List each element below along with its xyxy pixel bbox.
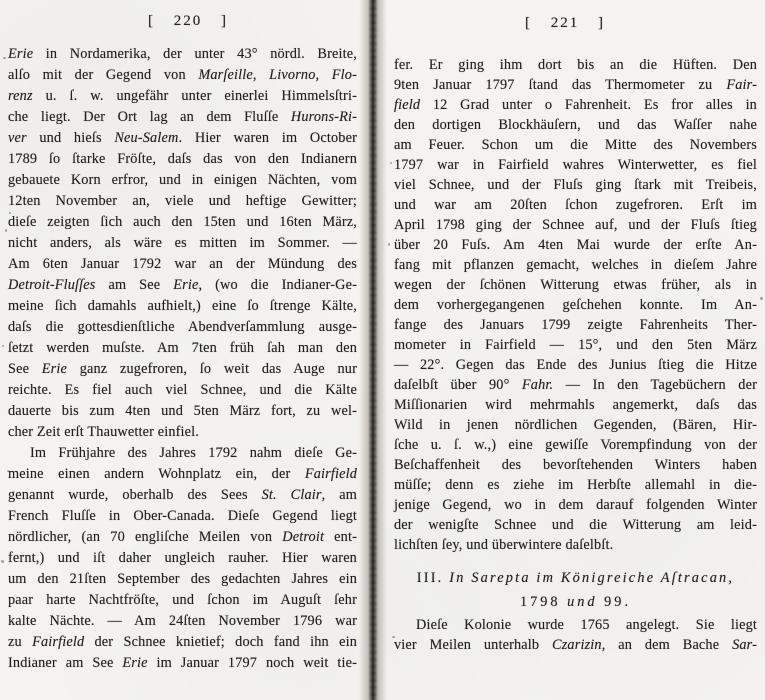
text-line: Indianer am See Erie im Januar 1797 noch weit tie- (8, 655, 357, 671)
text-line: — 22°. Gegen das Ende des Junius ſtieg die Hitze (394, 357, 757, 373)
text-line: Beſchaffenheit des bevorſtehenden Winters haben (394, 457, 757, 473)
text-line: über 20 Fuſs. Am 4ten Mai wurde der erſte An- (394, 237, 757, 253)
text-line: Detroit-Fluſſes am See Erie, (wo die Indianer-Ge- (8, 277, 357, 293)
text-line: reichte. Es fiel auch viel Schnee, und die Kälte (8, 382, 357, 398)
scan-speck (390, 162, 392, 164)
text-line: genannt wurde, oberhalb des Sees St. Clair, am (8, 487, 357, 503)
text-line: gebauete Korn erfror, und in einigen Nächten, vom (8, 172, 357, 188)
text-line: müſſe; denn es ziehe im Herbſte allemahl in die- (394, 477, 757, 493)
text-line: 12ten November an, viele und heftige Gewitter; (8, 193, 357, 209)
text-line: mometer in Fairfield — 15°, und den 5ten März (394, 337, 757, 353)
text-line: alſo mit der Gegend von Marſeille, Livorno, Flo- (8, 67, 358, 83)
text-line: che liegt. Der Ort lag an dem Fluſſe Hurons-Ri- (8, 109, 357, 125)
text-line: lichſten ſey, und überwintere daſelbſt. (394, 537, 614, 553)
page-221-lines (394, 55, 757, 555)
text-line: ſche u. ſ. w.,) eine gewiſſe Vorempfindung von der (394, 437, 757, 453)
text-line: Wild in jenen nördlichen Gegenden, (Bären, Hir- (394, 417, 757, 433)
text-line: Im Frühjahre des Jahres 1792 nahm dieſe Ge- (30, 445, 357, 461)
text-line: um den 21ſten September des gedachten Jahres ein (8, 571, 357, 587)
text-line: meine einen andern Wohnplatz ein, der Fairfield (8, 466, 357, 482)
text-line: 1789 ſo ſtarke Fröſte, daſs das von den Indianern (8, 151, 357, 167)
page-number-221: [ 221 ] (525, 15, 605, 31)
scan-speck (1, 560, 4, 563)
text-line: vier Meilen unterhalb Czarizin, an dem Bache Sar- (394, 637, 757, 653)
text-line: meine ſich damahls aufhielt,) eine ſo ſtrenge Kälte, (8, 298, 357, 314)
section-heading-sarepta: III. In Sarepta im Königreiche Aſtracan, (416, 570, 735, 586)
page-220-lines (8, 44, 357, 674)
section-heading-years: 1798 und 99. (519, 594, 632, 610)
text-line: fange des Januars 1799 zeigte Fahrenheits Ther- (394, 317, 757, 333)
text-line: jenige Gegend, wo in dem darauf folgenden Winter (394, 497, 757, 513)
section-sarepta-lines (394, 615, 757, 655)
text-line: fernt,) und iſt daher ungleich rauher. Hier waren (8, 550, 357, 566)
text-line: fang mit pflanzen gemacht, welches in dieſem Jahre (394, 257, 757, 273)
text-line: zu Fairfield der Schnee knietief; doch fand ihn ein (8, 634, 357, 650)
scan-speck (2, 345, 4, 347)
text-line: cher Zeit erſt Thauwetter einfiel. (8, 424, 200, 440)
page-number-220: [ 220 ] (148, 13, 228, 29)
text-line: daſelbſt über 90° Fahr. — In den Tagebüchern der (394, 377, 758, 393)
scan-speck (7, 470, 9, 472)
text-line: daſs die gottesdienſtliche Abendverſammlung ausge- (8, 319, 357, 335)
page-221-text-block (394, 55, 757, 655)
scan-speck (3, 57, 6, 59)
text-line: ver und hieſs Neu-Salem. Hier waren im October (8, 130, 357, 146)
text-line: kalte Nächte. — Am 24ſten November 1796 war (8, 613, 357, 629)
book-binding-shadow (359, 0, 387, 700)
text-line: nördlicher, (an 70 engliſche Meilen von Detroit ent- (8, 529, 357, 545)
text-line: am Feuer. Schon um die Mitte des Novembers (394, 137, 757, 153)
text-line: April 1798 ging der Schnee auf, und der Fluſs ſtieg (394, 217, 757, 233)
text-line: dieſe zeigten ſich auch den 15ten und 16ten März, (8, 214, 357, 230)
text-line: viel Schnee, und der Fluſs ging ſtark mit Treibeis, (394, 177, 757, 193)
text-line: und war am 20ſten ſchon zugefroren. Erſt im (394, 197, 757, 213)
text-line: renz u. ſ. w. ungefähr unter einerlei Himmelsſtri- (8, 88, 357, 104)
text-line: ſetzt werden muſste. Am 7ten früh ſah man den (8, 340, 357, 356)
text-line: dem vorhergegangenen geſchehen konnte. Im An- (394, 297, 757, 313)
scan-speck (9, 212, 11, 214)
text-line: field 12 Grad unter o Fahrenheit. Es fror alles in (394, 97, 757, 113)
text-line: 9ten Januar 1797 ſtand das Thermometer zu Fair- (394, 77, 757, 93)
page-220-text-block (8, 44, 357, 674)
text-line: wegen der ſchönen Witterung etwas früher, als in (394, 277, 757, 293)
scan-speck (5, 229, 7, 232)
text-line: den dortigen Blockhäuſern, und das Waſſer nahe (394, 117, 757, 133)
text-line: Miſſionarien wird mehrmahls angemerkt, daſs das (394, 397, 757, 413)
scan-speck (392, 636, 395, 638)
text-line: fer. Er ging ihm dort bis an die Hüften. Den (394, 57, 757, 73)
text-line: dauerte bis zum 4ten und 5ten März fort, zu wel- (8, 403, 357, 419)
text-line: Dieſe Kolonie wurde 1765 angelegt. Sie liegt (416, 617, 757, 633)
text-line: See Erie ganz zugefroren, ſo weit das Auge nur (8, 361, 357, 377)
text-line: Erie in Nordamerika, der unter 43° nördl. Breite, (8, 46, 357, 62)
text-line: der wenigſte Schnee und die Witterung am leid- (394, 517, 757, 533)
text-line: paar harte Nachtfröſte, und ſchon im Auguſt ſehr (8, 592, 357, 608)
scan-speck (760, 297, 763, 300)
text-line: Am 6ten Januar 1792 war an der Mündung des (8, 256, 357, 272)
text-line: nicht anders, als wäre es mitten im Sommer. — (8, 235, 357, 251)
text-line: 1797 war in Fairfield wahres Winterwetter, es fiel (394, 157, 757, 173)
text-line: French Fluſſe in Ober-Canada. Dieſe Gegend liegt (8, 508, 357, 524)
scan-speck (388, 243, 390, 246)
